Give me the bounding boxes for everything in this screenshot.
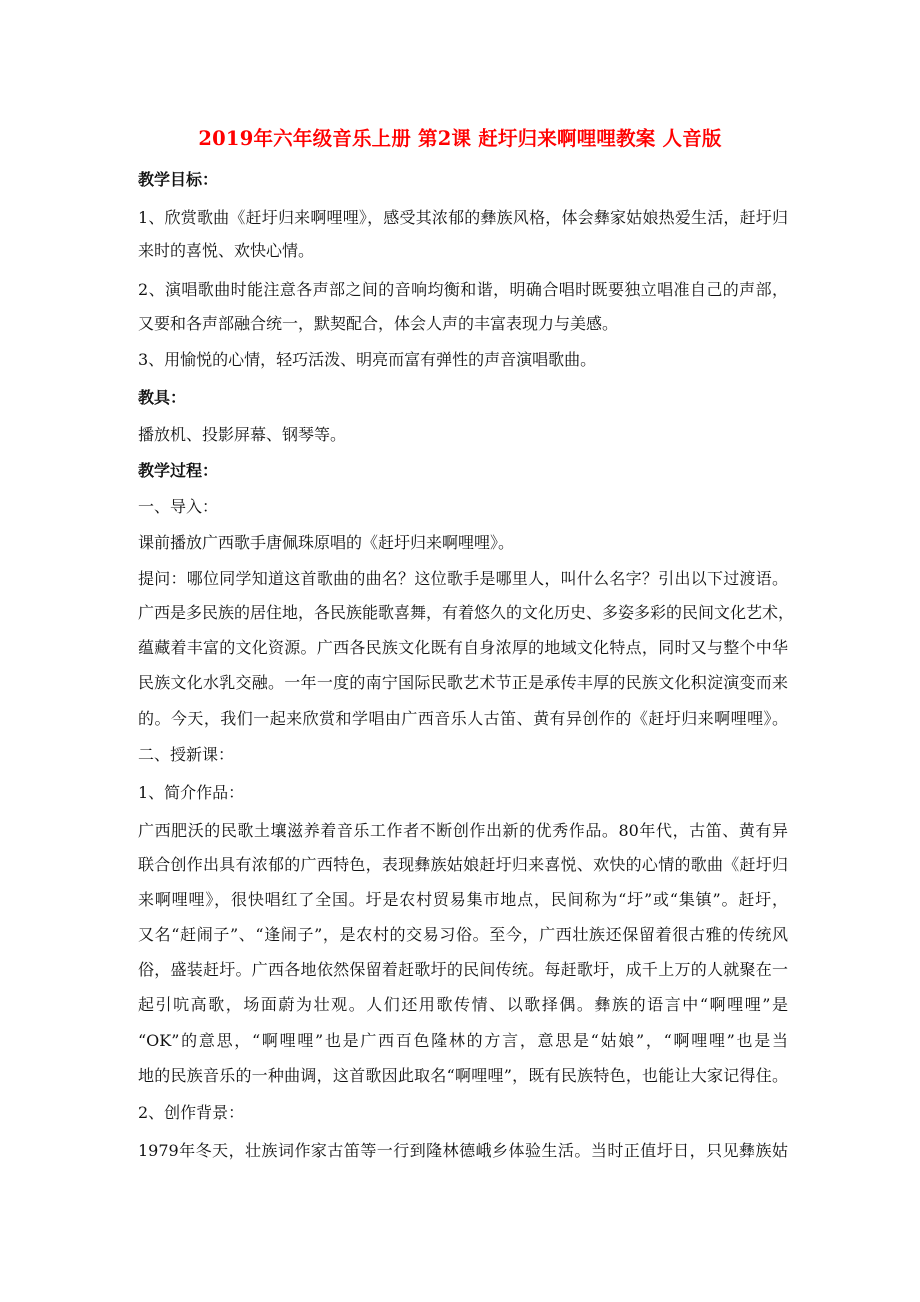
paragraph-line: 俗，盛装赶圩。广西各地依然保留着赶歌圩的民间传统。每赶歌圩，成千上万的人就聚在一	[138, 960, 788, 979]
paragraph-line: 地的民族音乐的一种曲调，这首歌因此取名“啊哩哩”，既有民族特色，也能让大家记得住。	[138, 1066, 788, 1085]
paragraph-line: 1、欣赏歌曲《赶圩归来啊哩哩》，感受其浓郁的彝族风格，体会彝家姑娘热爱生活，赶圩归	[138, 208, 788, 227]
paragraph-line: 广西肥沃的民歌土壤滋养着音乐工作者不断创作出新的优秀作品。80年代，古笛、黄有异	[138, 821, 788, 840]
paragraph-line: 课前播放广西歌手唐佩珠原唱的《赶圩归来啊哩哩》。	[138, 533, 515, 552]
subsection-heading: 一、导入：	[138, 497, 219, 516]
paragraph-line: 民族文化水乳交融。一年一度的南宁国际民歌艺术节正是承传丰厚的民族文化积淀演变而来	[138, 673, 788, 692]
paragraph-line: 播放机、投影屏幕、钢琴等。	[138, 425, 347, 444]
paragraph-line: 蕴藏着丰富的文化资源。广西各民族文化既有自身浓厚的地域文化特点，同时又与整个中华	[138, 638, 788, 657]
subsection-heading: 2、创作背景：	[138, 1103, 245, 1122]
paragraph-line: 又名“赶闹子”、“逢闹子”，是农村的交易习俗。至今，广西壮族还保留着很古雅的传统风	[138, 925, 788, 944]
section-heading-process: 教学过程：	[138, 461, 219, 480]
paragraph-line: 提问：哪位同学知道这首歌曲的曲名？这位歌手是哪里人，叫什么名字？引出以下过渡语。	[138, 569, 788, 588]
paragraph-line: 1979年冬天，壮族词作家古笛等一行到隆林德峨乡体验生活。当时正值圩日，只见彝族姑	[138, 1141, 788, 1160]
paragraph-line: 来时的喜悦、欢快心情。	[138, 241, 315, 260]
paragraph-line: 来啊哩哩》，很快唱红了全国。圩是农村贸易集市地点，民间称为“圩”或“集镇”。赶圩，	[138, 890, 788, 909]
paragraph-line: 2、演唱歌曲时能注意各声部之间的音响均衡和谐，明确合唱时既要独立唱准自己的声部，	[138, 280, 788, 299]
section-heading-objectives: 教学目标：	[138, 170, 219, 189]
paragraph-line: 又要和各声部融合统一，默契配合，体会人声的丰富表现力与美感。	[138, 314, 619, 333]
subsection-heading: 二、授新课：	[138, 745, 235, 764]
subsection-heading: 1、简介作品：	[138, 783, 245, 802]
paragraph-line: 的。今天，我们一起来欣赏和学唱由广西音乐人古笛、黄有异创作的《赶圩归来啊哩哩》。	[138, 709, 788, 728]
paragraph-line: 3、用愉悦的心情，轻巧活泼、明亮而富有弹性的声音演唱歌曲。	[138, 350, 597, 369]
paragraph-line: 起引吭高歌，场面蔚为壮观。人们还用歌传情、以歌择偶。彝族的语言中“啊哩哩”是	[138, 995, 788, 1014]
document-title: 2019年六年级音乐上册 第2课 赶圩归来啊哩哩教案 人音版	[198, 127, 722, 150]
section-heading-tools: 教具：	[138, 388, 187, 407]
paragraph-line: 广西是多民族的居住地，各民族能歌喜舞，有着悠久的文化历史、多姿多彩的民间文化艺术，	[138, 603, 795, 622]
paragraph-line: 联合创作出具有浓郁的广西特色，表现彝族姑娘赶圩归来喜悦、欢快的心情的歌曲《赶圩归	[138, 855, 788, 874]
paragraph-line: “OK”的意思，“啊哩哩”也是广西百色隆林的方言，意思是“姑娘”，“啊哩哩”也是当	[138, 1031, 788, 1050]
